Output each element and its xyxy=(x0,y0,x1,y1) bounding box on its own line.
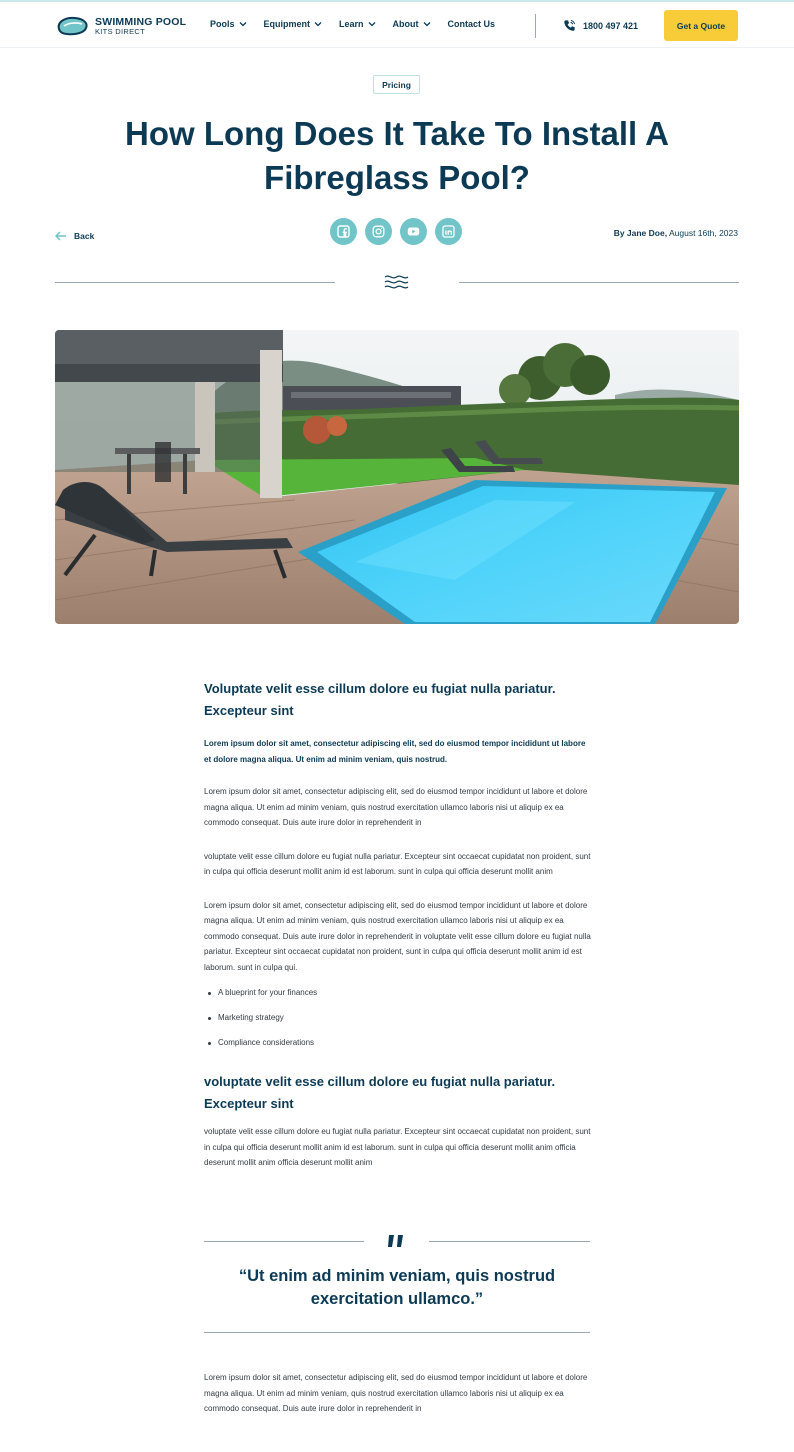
phone-number: 1800 497 421 xyxy=(583,20,639,31)
featured-image xyxy=(55,330,739,624)
category-tag[interactable]: Pricing xyxy=(373,75,420,94)
article-paragraph: Lorem ipsum dolor sit amet, consectetur adipiscing elit, sed do eiusmod tempor incididunt ut labore et dolore magna aliqua. Ut enim ad minim veniam, quis nostrud exercitation ullamco laboris nisi ut aliquip ex ea commodo consequat. Duis aute irure dolor in reprehenderit in xyxy=(204,1373,588,1413)
bullet-list xyxy=(204,988,592,1063)
post-byline xyxy=(614,228,738,238)
list-item: A blueprint for your finances xyxy=(204,988,592,1013)
nav-item-contact[interactable] xyxy=(448,19,496,29)
site-logo[interactable] xyxy=(55,15,186,37)
article-lead: Lorem ipsum dolor sit amet, consectetur adipiscing elit, sed do eiusmod tempor incididunt ut labore et dolore magna aliqua. Ut enim ad minim veniam, quis nostrud. xyxy=(204,739,586,764)
chevron-down-icon xyxy=(423,21,431,27)
chevron-down-icon xyxy=(239,21,247,27)
pull-quote: “Ut enim ad minim veniam, quis nostrud exercitation ullamco.” xyxy=(238,1267,556,1308)
social-share xyxy=(330,218,470,245)
back-link[interactable] xyxy=(55,231,94,241)
main-nav xyxy=(210,19,512,29)
list-item: Compliance considerations xyxy=(204,1038,592,1063)
quote-divider-bottom xyxy=(204,1332,590,1333)
get-a-quote-button[interactable]: Get a Quote xyxy=(664,10,738,41)
nav-label: Contact Us xyxy=(447,19,496,29)
waves-icon xyxy=(384,273,409,291)
logo-line2: KITS DIRECT xyxy=(95,27,145,36)
nav-label: Equipment xyxy=(263,19,311,29)
share-instagram-button[interactable] xyxy=(365,218,392,245)
instagram-icon xyxy=(372,225,385,238)
site-header xyxy=(0,2,794,48)
share-youtube-button[interactable] xyxy=(400,218,427,245)
quote-mark-icon xyxy=(385,1232,407,1250)
phone-link[interactable] xyxy=(563,19,638,32)
article-paragraph: voluptate velit esse cillum dolore eu fugiat nulla pariatur. Excepteur sint occaecat cupidatat non proident, sunt in culpa qui officia deserunt mollit anim id est laborum. sunt in culpa qui officia deserunt mollit anim xyxy=(204,851,591,876)
article-paragraph: voluptate velit esse cillum dolore eu fugiat nulla pariatur. Excepteur sint occaecat cupidatat non proident, sunt in culpa qui officia deserunt mollit anim id est laborum. sunt in culpa qui officia deserunt mollit anim officia deserunt mollit anim officia deserunt mollit anim xyxy=(204,1127,591,1167)
post-date: August 16th, 2023 xyxy=(668,228,738,238)
share-facebook-button[interactable] xyxy=(330,218,357,245)
linkedin-icon xyxy=(442,225,455,238)
back-label: Back xyxy=(74,231,95,241)
logo-line1: SWIMMING POOL xyxy=(95,15,187,28)
nav-item-pools[interactable] xyxy=(210,19,247,29)
youtube-icon xyxy=(407,225,420,238)
nav-item-equipment[interactable] xyxy=(264,19,323,29)
quote-divider-right xyxy=(429,1241,590,1242)
facebook-icon xyxy=(337,225,350,238)
pool-scene xyxy=(55,330,739,624)
arrow-left-icon xyxy=(55,231,67,241)
share-linkedin-button[interactable] xyxy=(435,218,462,245)
chevron-down-icon xyxy=(314,21,322,27)
nav-item-about[interactable] xyxy=(393,19,431,29)
pool-logo-icon xyxy=(55,15,89,37)
quote-divider-left xyxy=(204,1241,364,1242)
article-paragraph: Lorem ipsum dolor sit amet, consectetur adipiscing elit, sed do eiusmod tempor incididunt ut labore et dolore magna aliqua. Ut enim ad minim veniam, quis nostrud exercitation ullamco laboris nisi ut aliquip ex ea commodo consequat. Duis aute irure dolor in reprehenderit in voluptate velit esse cillum dolore eu fugiat nulla pariatur. Excepteur sint occaecat cupidatat non proident, sunt in culpa qui officia deserunt mollit anim id est laborum. sunt in culpa qui. xyxy=(204,900,591,972)
chevron-down-icon xyxy=(368,21,376,27)
list-item: Marketing strategy xyxy=(204,1013,592,1038)
divider-right xyxy=(459,282,739,283)
divider-left xyxy=(55,282,335,283)
nav-label: About xyxy=(392,19,419,29)
post-author[interactable]: By Jane Doe, xyxy=(613,228,668,238)
header-divider xyxy=(535,14,536,38)
phone-icon xyxy=(563,19,576,32)
nav-item-learn[interactable] xyxy=(339,19,376,29)
article-paragraph: Lorem ipsum dolor sit amet, consectetur adipiscing elit, sed do eiusmod tempor incididunt ut labore et dolore magna aliqua. Ut enim ad minim veniam, quis nostrud exercitation ullamco laboris nisi ut aliquip ex ea commodo consequat. Duis aute irure dolor in reprehenderit in xyxy=(204,787,588,827)
article-heading: Voluptate velit esse cillum dolore eu fugiat nulla pariatur. Excepteur sint xyxy=(204,681,556,718)
nav-label: Pools xyxy=(210,19,235,29)
nav-label: Learn xyxy=(339,19,364,29)
article-subheading: voluptate velit esse cillum dolore eu fugiat nulla pariatur. Excepteur sint xyxy=(204,1074,556,1111)
page-title: How Long Does It Take To Install A Fibreglass Pool? xyxy=(125,115,669,196)
article-body xyxy=(204,678,592,1171)
